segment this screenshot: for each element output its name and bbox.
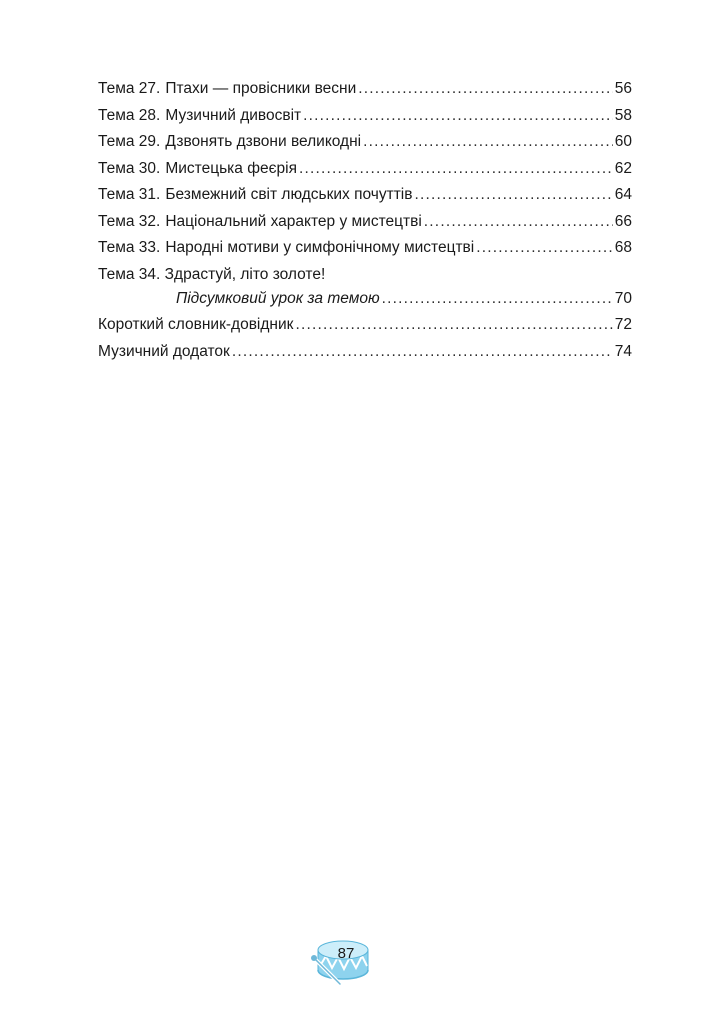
dot-leader [476, 235, 613, 262]
toc-entry[interactable] [98, 209, 632, 236]
dot-leader [303, 103, 613, 130]
toc-entry-number: Тема 27. [98, 80, 161, 97]
toc-entry-number: Тема 32. [98, 212, 161, 230]
toc-entry-page: 68 [614, 239, 632, 256]
toc-entry-number: Тема 33. [98, 239, 161, 256]
toc-entry-page: 58 [614, 106, 632, 124]
toc-entry-number: Тема 28. [98, 106, 161, 124]
toc-entry-title: Безмежний світ людських почуттів [165, 186, 413, 203]
dot-leader [358, 76, 613, 103]
dot-leader [414, 182, 612, 209]
toc-entry[interactable] [98, 103, 632, 130]
drum-icon [310, 936, 376, 988]
dot-leader [299, 156, 613, 183]
table-of-contents [98, 76, 632, 365]
toc-entry-title: Дзвонять дзвони великодні [165, 133, 362, 150]
toc-entry-title: Народні мотиви у симфонічному мистецтві [165, 239, 475, 256]
toc-entry[interactable] [98, 262, 632, 289]
toc-entry-page: 56 [614, 80, 632, 97]
toc-sub-entry-page: 70 [614, 290, 632, 307]
toc-entry-title: Птахи — провісники весни [165, 80, 357, 97]
toc-entry-music-appendix[interactable] [98, 339, 632, 366]
toc-entry-page: 62 [614, 159, 632, 177]
page-number-badge [310, 936, 376, 988]
toc-entry[interactable] [98, 182, 632, 209]
toc-entry-page: 74 [614, 342, 632, 360]
toc-entry[interactable] [98, 76, 632, 103]
toc-entry-page: 72 [614, 316, 632, 333]
toc-sub-entry-title: Підсумковий урок за темою [176, 290, 380, 307]
dot-leader [232, 339, 613, 366]
toc-entry-title: Здрастуй, літо золоте! [164, 265, 326, 283]
toc-entry[interactable] [98, 129, 632, 156]
dot-leader [382, 288, 613, 310]
dot-leader [424, 209, 613, 236]
toc-entry[interactable] [98, 156, 632, 183]
dot-leader [295, 312, 612, 339]
toc-entry-title: Мистецька феєрія [165, 159, 297, 177]
toc-entry-page: 60 [614, 133, 632, 150]
toc-sub-entry[interactable] [98, 288, 632, 310]
toc-entry-number: Тема 29. [98, 133, 161, 150]
toc-entry-number: Тема 31. [98, 186, 161, 203]
toc-entry-title: Музичний дивосвіт [165, 106, 302, 124]
page-number: 87 [337, 945, 355, 962]
toc-entry-page: 64 [614, 186, 632, 203]
toc-entry-page: 66 [614, 212, 632, 230]
toc-entry-title: Музичний додаток [98, 342, 230, 360]
toc-entry[interactable] [98, 235, 632, 262]
toc-entry-number: Тема 30. [98, 159, 161, 177]
dot-leader [363, 129, 613, 156]
toc-entry-title: Національний характер у мистецтві [165, 212, 422, 230]
toc-entry-title: Короткий словник-довідник [98, 316, 294, 333]
toc-entry-glossary[interactable] [98, 312, 632, 339]
toc-entry-number: Тема 34. [98, 265, 161, 283]
